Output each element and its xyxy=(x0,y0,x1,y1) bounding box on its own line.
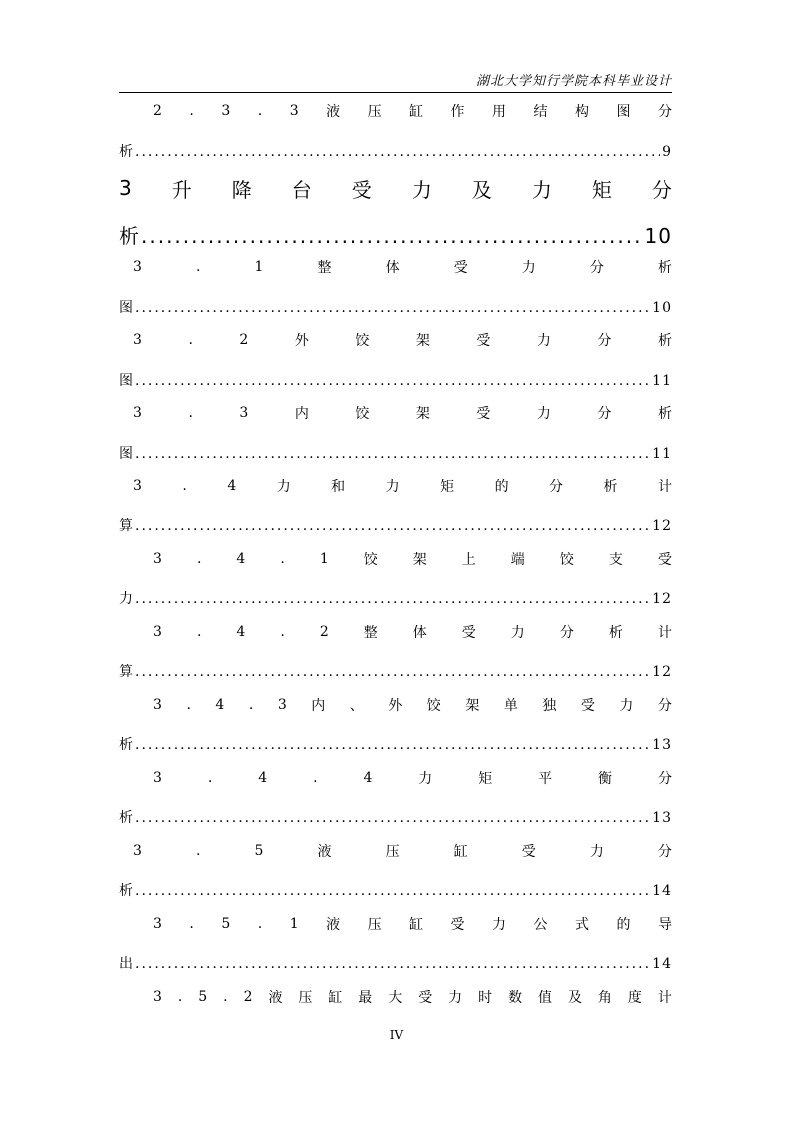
toc-char: 4 xyxy=(236,624,246,640)
toc-char: 3 xyxy=(133,332,142,348)
toc-char: 独 xyxy=(542,698,557,714)
toc-char: . xyxy=(280,551,285,567)
toc-char: 5 xyxy=(198,989,208,1005)
toc-char: 2 xyxy=(319,624,329,640)
toc-char: 缸 xyxy=(453,844,468,860)
toc-entry-text: 算 xyxy=(119,518,133,534)
toc-char: 上 xyxy=(461,552,476,568)
toc-page-number: 13 xyxy=(652,737,672,753)
toc-char: . xyxy=(257,103,263,119)
toc-char: 力 xyxy=(619,698,634,714)
toc-char: 4 xyxy=(215,697,225,713)
toc-char: 力 xyxy=(418,771,433,787)
toc-char: 力 xyxy=(531,177,552,202)
toc-char: 度 xyxy=(627,990,642,1006)
toc-char: . xyxy=(177,989,183,1005)
toc-char: 分 xyxy=(549,479,564,495)
toc-leader-dots xyxy=(135,881,650,901)
toc-char: 饺 xyxy=(426,698,441,714)
toc-entry-heading[interactable] xyxy=(119,619,672,645)
toc-leader-dots xyxy=(135,371,650,391)
toc-char: 3 xyxy=(153,551,162,567)
toc-char: 饺 xyxy=(355,406,370,422)
toc-char: . xyxy=(189,916,194,932)
toc-entry-continuation[interactable] xyxy=(119,729,672,755)
toc-char: 2 xyxy=(153,103,162,119)
toc-char: 计 xyxy=(657,625,672,641)
toc-entry-continuation[interactable] xyxy=(119,875,672,901)
toc-char: . xyxy=(196,624,202,640)
toc-char: 作 xyxy=(450,104,465,120)
toc-char: 矩 xyxy=(591,177,612,202)
toc-char: 值 xyxy=(538,990,553,1006)
toc-char: 压 xyxy=(367,917,382,933)
toc-char: 整 xyxy=(363,625,378,641)
toc-char: 力 xyxy=(385,479,400,495)
toc-char: 1 xyxy=(289,916,299,932)
toc-char: 力 xyxy=(510,625,525,641)
toc-char: 支 xyxy=(608,552,623,568)
toc-char: 大 xyxy=(388,990,403,1006)
toc-char: 受 xyxy=(476,406,491,422)
toc-char: 力 xyxy=(589,844,604,860)
toc-char: 分 xyxy=(657,771,672,787)
toc-char: 计 xyxy=(657,479,672,495)
toc-char: . xyxy=(188,332,193,348)
toc-char: 力 xyxy=(448,990,463,1006)
toc-char: 3 xyxy=(153,697,162,713)
toc-entry-heading[interactable] xyxy=(119,98,672,124)
toc-entry-heading[interactable] xyxy=(119,546,672,572)
toc-char: 3 xyxy=(133,405,142,421)
toc-char: . xyxy=(207,770,213,786)
toc-char: 力 xyxy=(536,333,551,349)
toc-char: 衡 xyxy=(598,771,613,787)
toc-entry-continuation[interactable] xyxy=(119,438,672,464)
toc-char: 1 xyxy=(319,551,329,567)
toc-char: 缸 xyxy=(409,917,424,933)
toc-char: 析 xyxy=(657,333,672,349)
toc-char: 分 xyxy=(651,177,672,202)
toc-char: 架 xyxy=(412,552,427,568)
toc-char: 5 xyxy=(221,916,231,932)
toc-char: 分 xyxy=(559,625,574,641)
toc-char: 析 xyxy=(608,625,623,641)
toc-entry-text: 出 xyxy=(119,956,133,972)
toc-entry-heading[interactable] xyxy=(119,838,672,864)
toc-char: 受 xyxy=(521,844,536,860)
toc-entry-continuation[interactable] xyxy=(119,136,672,162)
toc-char: 缸 xyxy=(328,990,343,1006)
toc-char: 力 xyxy=(276,479,291,495)
toc-char: 液 xyxy=(268,990,283,1006)
toc-entry-heading[interactable] xyxy=(119,765,672,791)
toc-entry-text: 析 xyxy=(119,810,133,826)
toc-char: 压 xyxy=(298,990,313,1006)
toc-char: 受 xyxy=(351,177,372,202)
toc-entry-continuation[interactable] xyxy=(119,365,672,391)
toc-entry-heading[interactable] xyxy=(119,400,672,426)
toc-leader-dots xyxy=(135,298,650,318)
toc-char: 液 xyxy=(326,104,341,120)
toc-char: 体 xyxy=(412,625,427,641)
page-footer xyxy=(0,1028,793,1042)
toc-char: 3 xyxy=(289,103,299,119)
toc-page-number: 14 xyxy=(652,883,672,899)
toc-char: 、 xyxy=(349,698,364,714)
toc-entry-continuation[interactable] xyxy=(119,656,672,682)
toc-char: 最 xyxy=(358,990,373,1006)
toc-leader-dots xyxy=(135,589,650,609)
toc-char: 的 xyxy=(494,479,509,495)
toc-char: 液 xyxy=(317,844,332,860)
toc-char: . xyxy=(248,697,254,713)
toc-char: 平 xyxy=(538,771,553,787)
toc-char: . xyxy=(196,843,201,859)
toc-char: 受 xyxy=(476,333,491,349)
toc-entry-text: 析 xyxy=(119,144,133,160)
toc-char: 构 xyxy=(575,104,589,120)
toc-page-number: 12 xyxy=(652,591,672,607)
toc-entry-continuation[interactable] xyxy=(119,292,672,318)
toc-page-number: 9 xyxy=(662,144,672,160)
toc-char: 饺 xyxy=(355,333,370,349)
toc-char: 压 xyxy=(367,104,382,120)
toc-char: 受 xyxy=(580,698,595,714)
toc-leader-dots xyxy=(135,662,650,682)
toc-char: 3 xyxy=(133,259,142,275)
toc-char: 3 xyxy=(153,770,162,786)
toc-char: . xyxy=(186,697,191,713)
toc-char: 计 xyxy=(657,990,672,1006)
header-title: 湖北大学知行学院本科毕业设计 xyxy=(475,74,672,89)
toc-entry-heading[interactable] xyxy=(119,984,672,1010)
toc-page-number: 11 xyxy=(652,446,672,462)
toc-char: . xyxy=(196,259,201,275)
toc-leader-dots xyxy=(135,516,650,536)
toc-leader-dots xyxy=(135,444,650,464)
toc-char: . xyxy=(280,624,285,640)
toc-char: 架 xyxy=(415,406,430,422)
toc-char: 和 xyxy=(331,479,346,495)
toc-page-number: 12 xyxy=(652,664,672,680)
toc-leader-dots xyxy=(135,735,650,755)
toc-char: 端 xyxy=(510,552,525,568)
toc-char: 受 xyxy=(657,552,672,568)
toc-char: 力 xyxy=(521,260,536,276)
toc-entry-continuation[interactable] xyxy=(119,948,672,974)
toc-char: 3 xyxy=(133,843,142,859)
toc-char: 的 xyxy=(616,917,631,933)
toc-char: 升 xyxy=(171,177,192,202)
toc-char: 台 xyxy=(291,177,312,202)
toc-char: 压 xyxy=(385,844,400,860)
toc-char: . xyxy=(223,989,228,1005)
toc-char: 受 xyxy=(450,917,465,933)
toc-char: 1 xyxy=(254,259,264,275)
toc-char: 3 xyxy=(153,624,162,640)
toc-leader-dots xyxy=(141,226,643,246)
toc-char: 2 xyxy=(239,332,249,348)
toc-char: 力 xyxy=(536,406,551,422)
toc-char: 公 xyxy=(533,917,548,933)
toc-entry-continuation[interactable] xyxy=(119,510,672,536)
toc-entry-text: 图 xyxy=(119,373,133,389)
toc-char: 矩 xyxy=(478,771,493,787)
toc-char: 4 xyxy=(258,770,268,786)
toc-char: 4 xyxy=(236,551,246,567)
toc-char: 3 xyxy=(277,697,287,713)
toc-entry-heading[interactable] xyxy=(119,473,672,499)
toc-char: 整 xyxy=(317,260,332,276)
toc-entry-text: 析 xyxy=(119,883,133,899)
toc-char: 4 xyxy=(227,478,237,494)
toc-char: 矩 xyxy=(440,479,455,495)
toc-char: 2 xyxy=(243,989,253,1005)
toc-entry-continuation[interactable] xyxy=(119,220,672,246)
toc-leader-dots xyxy=(135,954,650,974)
toc-char: 数 xyxy=(508,990,523,1006)
toc-leader-dots xyxy=(135,142,660,162)
toc-char: 3 xyxy=(133,478,142,494)
toc-char: 式 xyxy=(575,917,589,933)
toc-char: 体 xyxy=(385,260,400,276)
toc-char: 内 xyxy=(311,698,326,714)
page-number: IV xyxy=(389,1028,404,1042)
toc-char: 受 xyxy=(418,990,433,1006)
toc-char: 析 xyxy=(657,406,672,422)
toc-entry-text: 析 xyxy=(119,737,133,753)
toc-char: . xyxy=(313,770,318,786)
toc-char: 4 xyxy=(363,770,373,786)
toc-char: 架 xyxy=(465,698,480,714)
toc-char: 角 xyxy=(597,990,612,1006)
toc-char: 分 xyxy=(657,844,672,860)
toc-char: 3 xyxy=(239,405,249,421)
toc-char: . xyxy=(257,916,263,932)
toc-entry-continuation[interactable] xyxy=(119,802,672,828)
toc-char: 分 xyxy=(657,104,672,120)
toc-entry-heading[interactable] xyxy=(119,327,672,353)
toc-char: 分 xyxy=(597,333,612,349)
toc-char: . xyxy=(188,405,193,421)
toc-char: 缸 xyxy=(409,104,424,120)
toc-page-number: 13 xyxy=(652,810,672,826)
toc-char: 5 xyxy=(254,843,264,859)
toc-page-number: 12 xyxy=(652,518,672,534)
page-header xyxy=(119,72,672,93)
toc-char: 析 xyxy=(657,260,672,276)
toc-page-number: 10 xyxy=(652,300,672,316)
toc-char: 3 xyxy=(221,103,231,119)
toc-char: 饺 xyxy=(363,552,378,568)
toc-char: 受 xyxy=(453,260,468,276)
toc-char: 外 xyxy=(294,333,309,349)
toc-char: 架 xyxy=(415,333,430,349)
toc-char: 分 xyxy=(657,698,672,714)
toc-char: . xyxy=(189,103,194,119)
toc-char: 分 xyxy=(589,260,604,276)
toc-char: 3 xyxy=(153,989,162,1005)
toc-char: 时 xyxy=(478,990,493,1006)
toc-char: 析 xyxy=(603,479,618,495)
toc-char: 图 xyxy=(616,104,631,120)
toc-char: 用 xyxy=(492,104,507,120)
toc-char: 3 xyxy=(119,176,132,200)
toc-char: 饺 xyxy=(559,552,574,568)
toc-entry-heading[interactable] xyxy=(119,254,672,280)
toc-entry-heading[interactable] xyxy=(119,911,672,937)
toc-char: 单 xyxy=(503,698,518,714)
toc-char: 及 xyxy=(567,990,582,1006)
toc-char: 力 xyxy=(411,177,432,202)
toc-char: 及 xyxy=(471,177,492,202)
toc-char: 分 xyxy=(597,406,612,422)
toc-entry-continuation[interactable] xyxy=(119,583,672,609)
toc-char: 外 xyxy=(388,698,403,714)
toc-entry-heading[interactable] xyxy=(119,175,672,201)
toc-char: 力 xyxy=(492,917,507,933)
toc-char: 导 xyxy=(657,917,672,933)
toc-entry-text: 图 xyxy=(119,300,133,316)
toc-entry-text: 图 xyxy=(119,446,133,462)
toc-char: 受 xyxy=(461,625,476,641)
toc-page-number: 10 xyxy=(644,224,672,248)
toc-char: 结 xyxy=(533,104,548,120)
toc-page-number: 11 xyxy=(652,373,672,389)
toc-char: 降 xyxy=(231,177,252,202)
toc-entry-heading[interactable] xyxy=(119,692,672,718)
toc-page-number: 14 xyxy=(652,956,672,972)
toc-entry-text: 析 xyxy=(119,224,139,248)
toc-entry-text: 算 xyxy=(119,664,133,680)
toc-char: 液 xyxy=(326,917,341,933)
toc-entry-text: 力 xyxy=(119,591,133,607)
toc-char: 3 xyxy=(153,916,162,932)
toc-leader-dots xyxy=(135,808,650,828)
toc-char: . xyxy=(182,478,187,494)
toc-char: 内 xyxy=(294,406,309,422)
toc-char: . xyxy=(196,551,202,567)
